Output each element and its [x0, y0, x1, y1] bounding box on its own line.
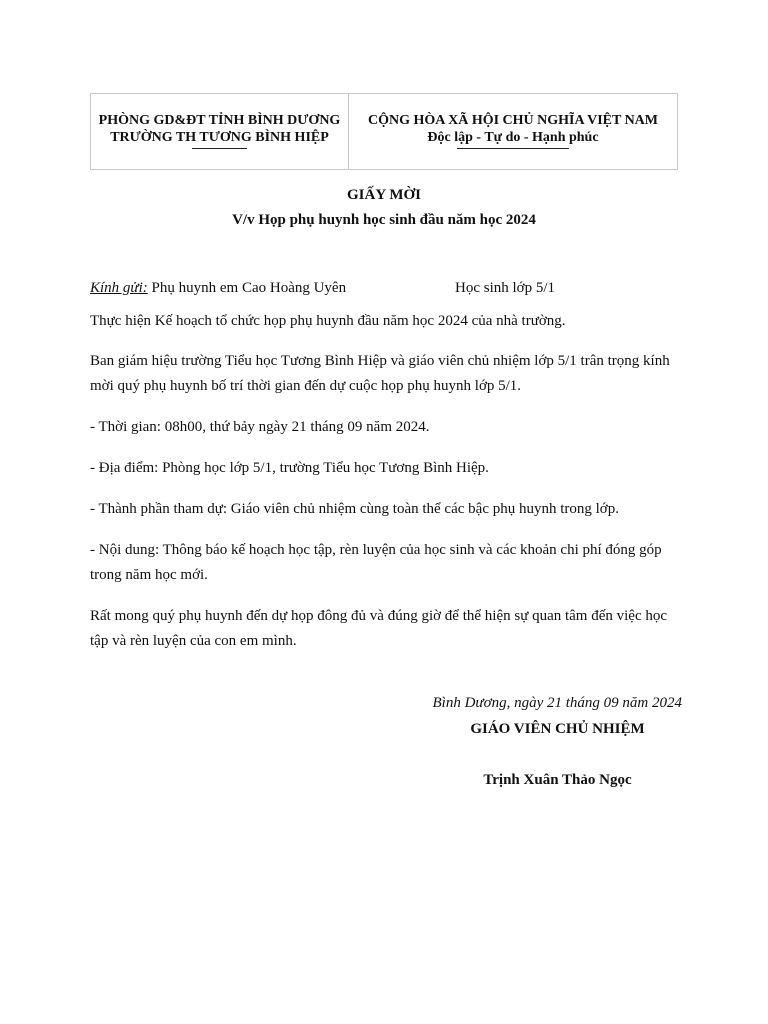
signature-place-date: Bình Dương, ngày 21 tháng 09 năm 2024: [432, 695, 682, 711]
addressee-label: Kính gửi:: [90, 280, 148, 296]
paragraph: Ban giám hiệu trường Tiểu học Tương Bình Hiệp và giáo viên chủ nhiệm lớp 5/1 trân trọng kính mời quý phụ huynh bố trí thời gian đến dự cuộc họp phụ huynh lớp 5/1.: [90, 353, 670, 394]
meeting-participants: - Thành phần tham dự: Giáo viên chủ nhiệm cùng toàn thể các bậc phụ huynh trong lớp.: [90, 501, 619, 517]
signature-role: GIÁO VIÊN CHỦ NHIỆM: [470, 721, 645, 737]
signature-name: Trịnh Xuân Thảo Ngọc: [483, 772, 632, 788]
national-title: CỘNG HÒA XÃ HỘI CHỦ NGHĨA VIỆT NAM: [367, 113, 658, 128]
letterhead-right: [349, 94, 677, 169]
document-subject: V/v Họp phụ huynh học sinh đầu năm học 2024: [232, 212, 536, 228]
letterhead-left: [91, 94, 349, 169]
school-name: TRƯỜNG TH TƯƠNG BÌNH HIỆP: [110, 130, 329, 145]
closing-paragraph: Rất mong quý phụ huynh đến dự họp đông đủ và đúng giờ để thể hiện sự quan tâm đến việc học tập và rèn luyện của con em mình.: [90, 608, 668, 649]
meeting-location: - Địa điểm: Phòng học lớp 5/1, trường Tiểu học Tương Bình Hiệp.: [90, 460, 489, 476]
addressee-class: Học sinh lớp 5/1: [455, 280, 556, 296]
department-name: PHÒNG GD&ĐT TỈNH BÌNH DƯƠNG: [98, 113, 341, 128]
addressee-recipient: Phụ huynh em Cao Hoàng Uyên: [147, 280, 347, 296]
meeting-time: - Thời gian: 08h00, thứ bảy ngày 21 tháng 09 năm 2024.: [90, 419, 430, 435]
addressee-line: [90, 276, 682, 301]
paragraph: Thực hiện Kế hoạch tổ chức họp phụ huynh đầu năm học 2024 của nhà trường.: [90, 313, 566, 329]
school-underline: [192, 148, 247, 149]
national-motto: Độc lập - Tự do - Hạnh phúc: [427, 130, 599, 145]
meeting-content: - Nội dung: Thông báo kế hoạch học tập, rèn luyện của học sinh và các khoản chi phí đóng góp trong năm học mới.: [90, 542, 662, 583]
motto-underline: [457, 148, 569, 149]
document-title: GIẤY MỜI: [346, 187, 422, 203]
letterhead-table: [90, 93, 678, 170]
